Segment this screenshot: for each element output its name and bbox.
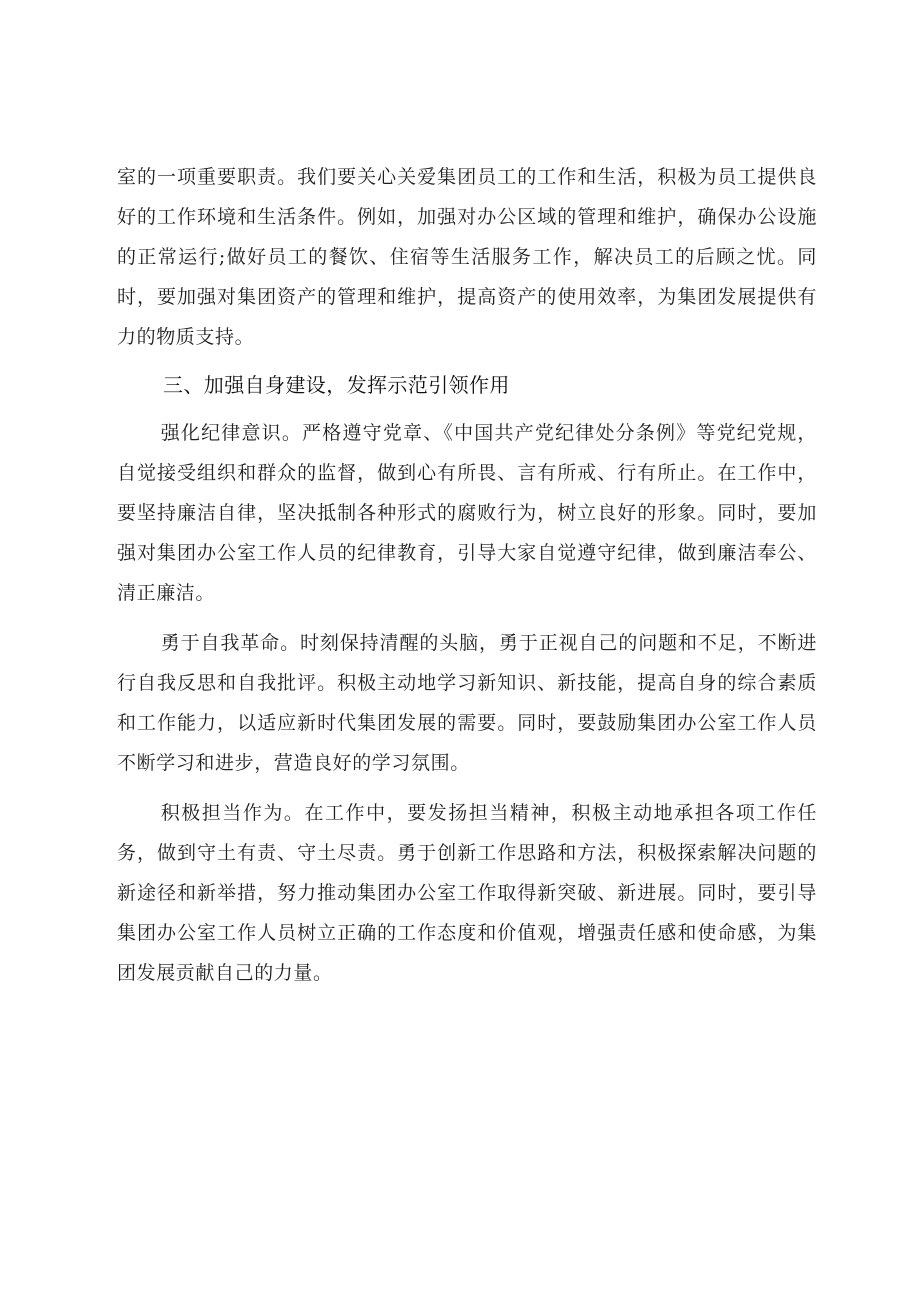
section-heading: 三、加强自身建设，发挥示范引领作用	[163, 373, 510, 397]
paragraph-responsibility: 积极担当作为。在工作中，要发扬担当精神，积极主动地承担各项工作任务，做到守土有责、守土尽责。勇于创新工作思路和方法，积极探索解决问题的新途径和新举措，努力推动集团办公室工作取得新突破、新进展。同时，要引导集团办公室工作人员树立正确的工作态度和价值观，增强责任感和使命感，为集团发展贡献自己的力量。	[117, 802, 817, 984]
continued-paragraph: 室的一项重要职责。我们要关心关爱集团员工的工作和生活，积极为员工提供良好的工作环境和生活条件。例如，加强对办公区域的管理和维护，确保办公设施的正常运行;做好员工的餐饮、住宿等生活服务工作，解决员工的后顾之忧。同时，要加强对集团资产的管理和维护，提高资产的使用效率，为集团发展提供有力的物质支持。	[117, 166, 817, 348]
paragraph-discipline: 强化纪律意识。严格遵守党章、《中国共产党纪律处分条例》等党纪党规，自觉接受组织和群众的监督，做到心有所畏、言有所戒、行有所止。在工作中，要坚持廉洁自律，坚决抵制各种形式的腐败行为，树立良好的形象。同时，要加强对集团办公室工作人员的纪律教育，引导大家自觉遵守纪律，做到廉洁奉公、清正廉洁。	[117, 422, 817, 604]
document-body	[117, 157, 817, 993]
paragraph-self-revolution: 勇于自我革命。时刻保持清醒的头脑，勇于正视自己的问题和不足，不断进行自我反思和自我批评。积极主动地学习新知识、新技能，提高自身的综合素质和工作能力，以适应新时代集团发展的需要。同时，要鼓励集团办公室工作人员不断学习和进步，营造良好的学习氛围。	[117, 632, 817, 774]
